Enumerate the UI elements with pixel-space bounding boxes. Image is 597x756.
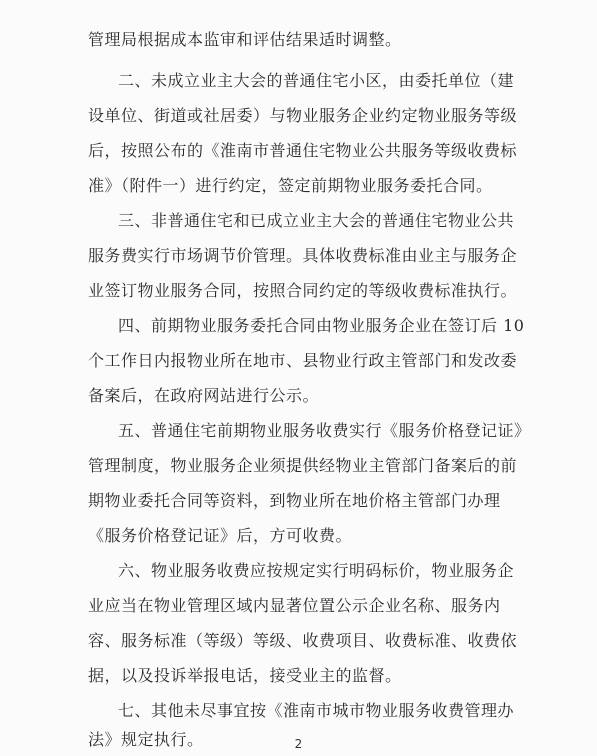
text-line: 业签订物业服务合同，按照合同约定的等级收费标准执行。 <box>88 281 518 300</box>
text-line: 二、未成立业主大会的普通住宅小区，由委托单位（建 <box>118 71 515 90</box>
text-line: 备案后，在政府网站进行公示。 <box>88 386 320 405</box>
text-line: 准》（附件一）进行约定，签定前期物业服务委托合同。 <box>88 176 493 195</box>
text-line: 三、非普通住宅和已成立业主大会的普通住宅物业公共 <box>118 211 515 230</box>
text-line: 设单位、街道或社居委）与物业服务企业约定物业服务等级 <box>88 106 518 125</box>
text-line: 个工作日内报物业所在地市、县物业行政主管部门和发改委 <box>88 351 518 370</box>
text-line: 业应当在物业管理区域内显著位置公示企业名称、服务内 <box>88 596 501 615</box>
text-line: 六、物业服务收费应按规定实行明码标价，物业服务企 <box>118 561 515 580</box>
text-line: 服务费实行市场调节价管理。具体收费标准由业主与服务企 <box>88 246 518 265</box>
text-line: 期物业委托合同等资料，到物业所在地价格主管部门办理 <box>88 491 501 510</box>
text-line: 法》规定执行。 <box>88 730 204 749</box>
text-line: 四、前期物业服务委托合同由物业服务企业在签订后 10 <box>118 316 525 335</box>
text-line: 据，以及投诉举报电话，接受业主的监督。 <box>88 666 402 685</box>
text-line: 《服务价格登记证》后，方可收费。 <box>88 526 353 545</box>
page-number: 2 <box>294 737 303 751</box>
text-line: 容、服务标准（等级）等级、收费项目、收费标准、收费依 <box>88 631 518 650</box>
text-line: 管理局根据成本监审和评估结果适时调整。 <box>88 30 402 49</box>
text-line: 五、普通住宅前期物业服务收费实行《服务价格登记证》 <box>118 421 531 440</box>
text-line: 七、其他未尽事宜按《淮南市城市物业服务收费管理办 <box>118 701 515 720</box>
text-line: 管理制度，物业服务企业须提供经物业主管部门备案后的前 <box>88 456 518 475</box>
text-line: 后，按照公布的《淮南市普通住宅物业公共服务等级收费标 <box>88 141 518 160</box>
